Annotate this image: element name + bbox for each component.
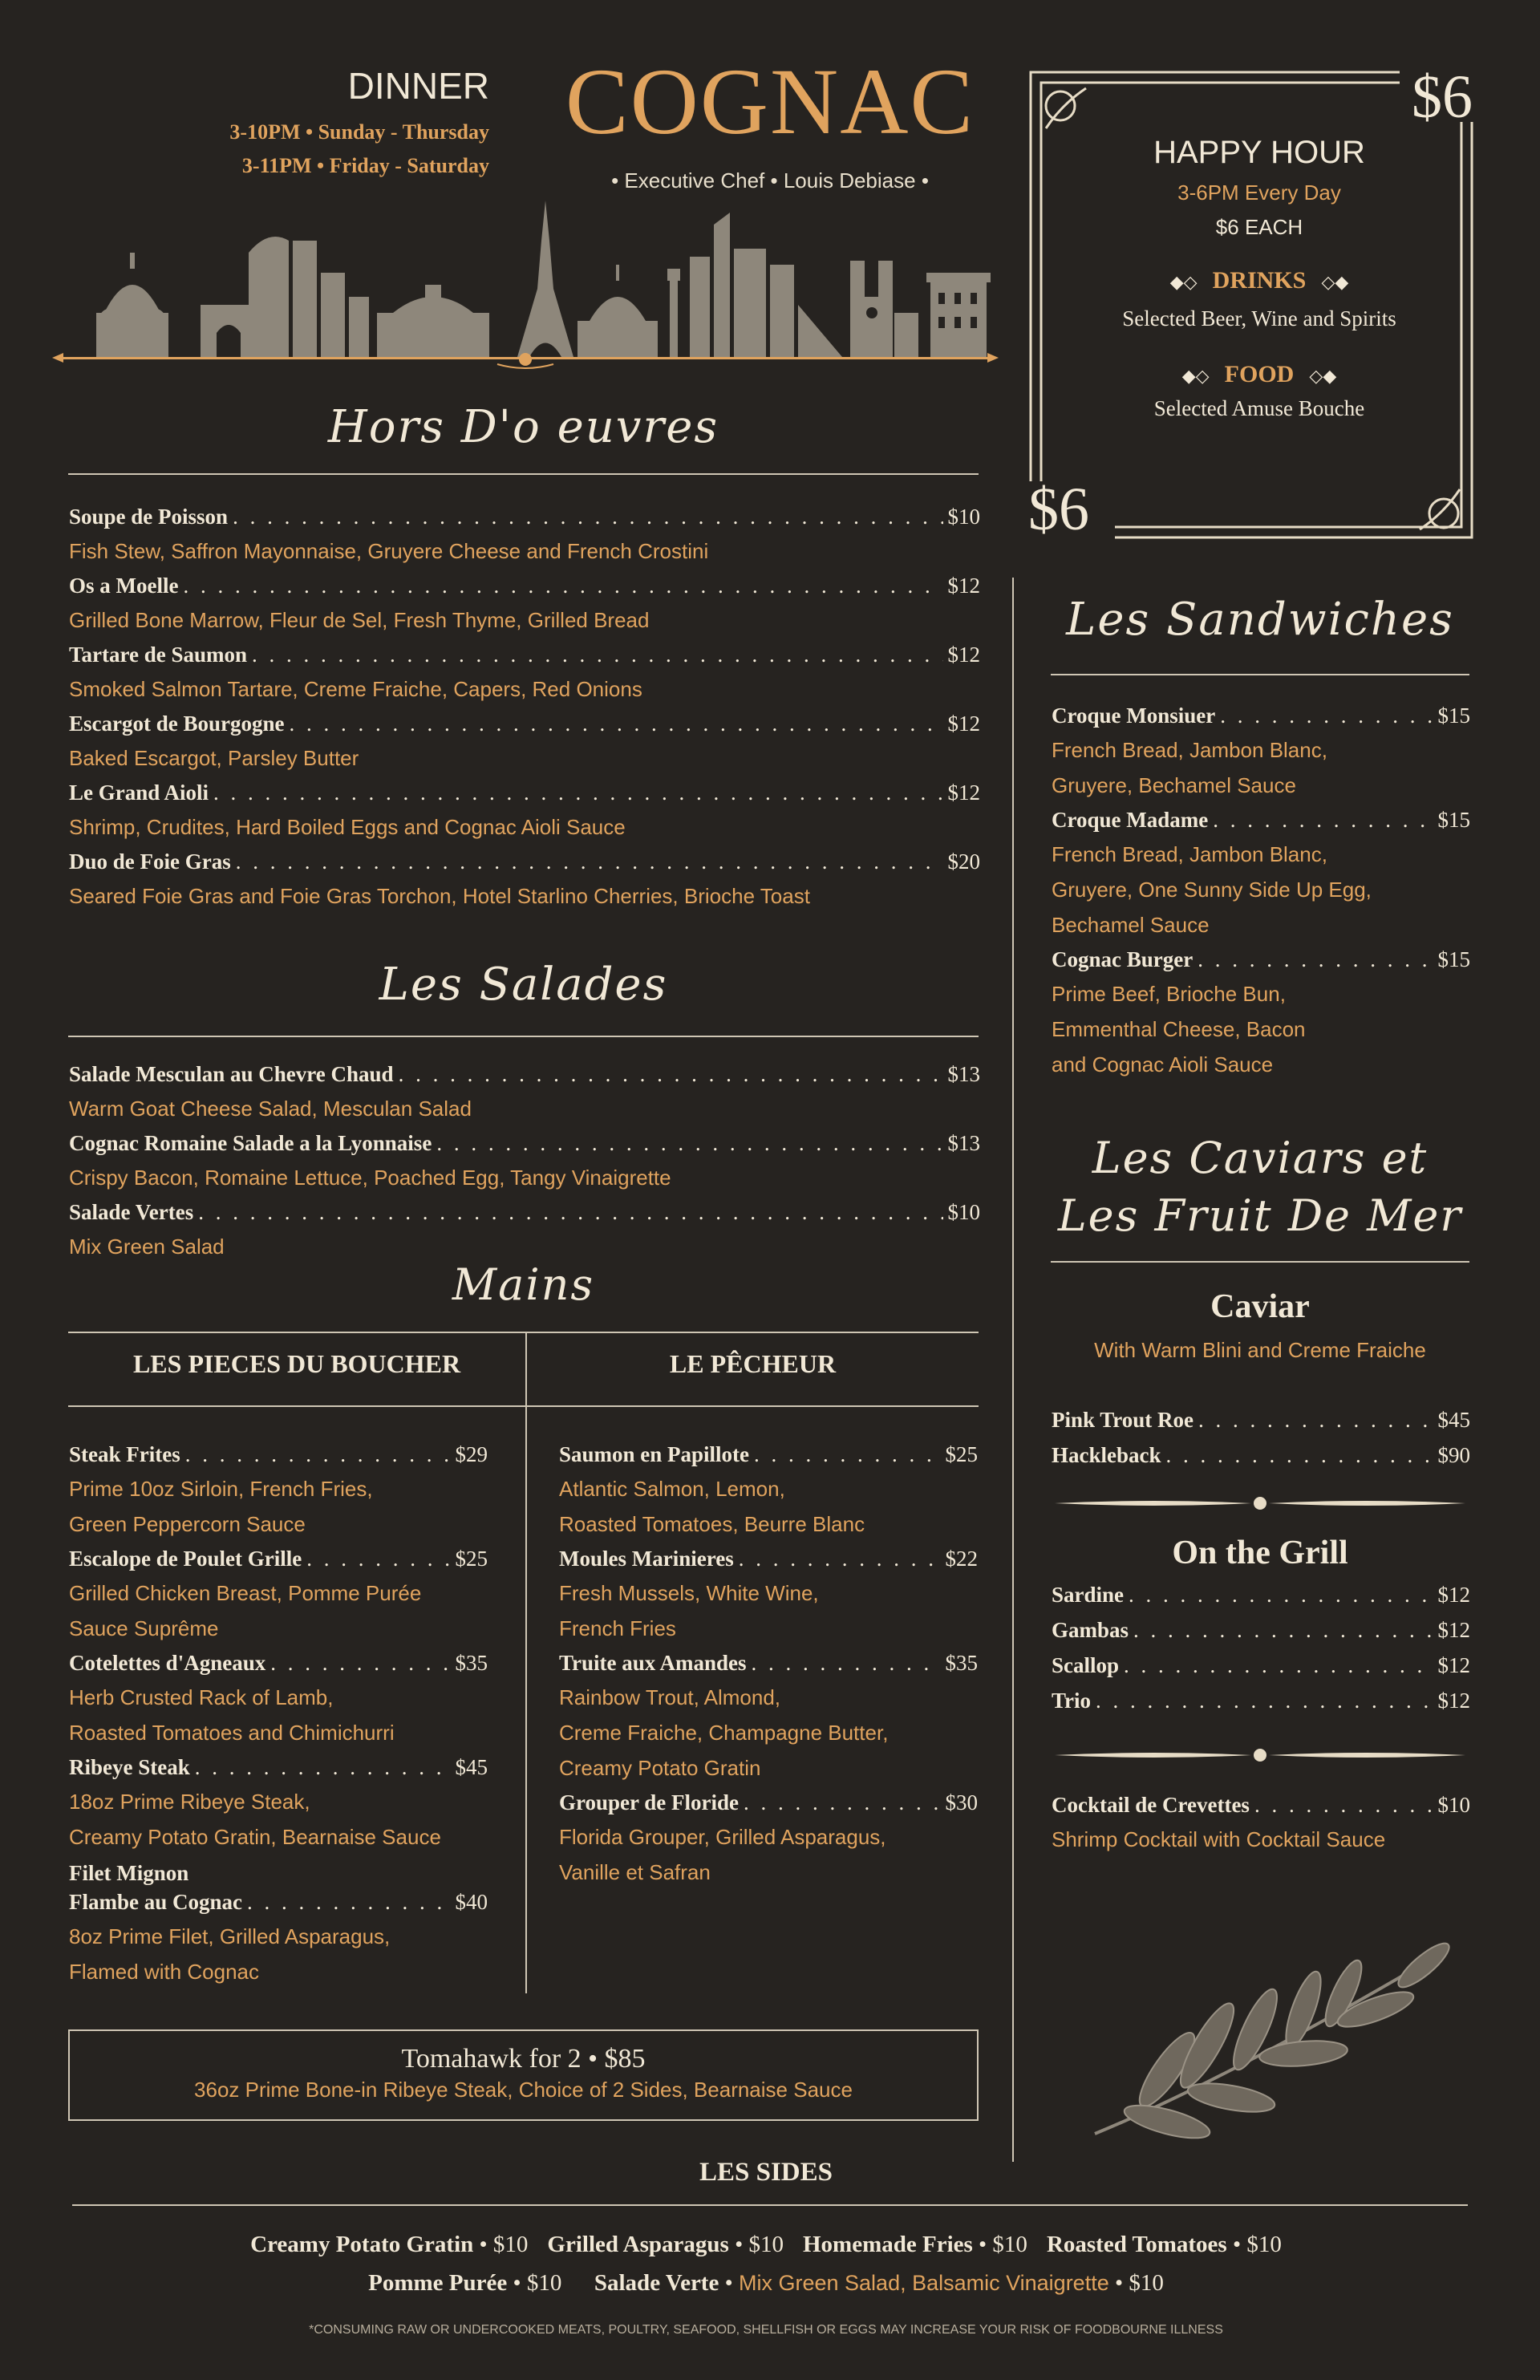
item-desc: Grilled Chicken Breast, Pomme Purée [69, 1581, 422, 1605]
item-name: Cognac Burger [1052, 947, 1194, 971]
item-name: Cocktail de Crevettes [1052, 1793, 1250, 1817]
tomahawk-desc: 36oz Prime Bone-in Ribeye Steak, Choice of 2 Sides, Bearnaise Sauce [194, 2078, 853, 2102]
menu-item [1052, 808, 1470, 837]
item-price: $35 [455, 1651, 488, 1675]
item-price: $25 [945, 1442, 978, 1466]
item-name: Trio [1052, 1689, 1091, 1713]
item-price: $90 [1437, 1443, 1470, 1467]
menu-item [1052, 1583, 1470, 1618]
item-name: Moules Marinieres [559, 1547, 734, 1571]
pecheur-heading: LE PÊCHEUR [669, 1349, 837, 1378]
item-name: Saumon en Papillote [559, 1442, 750, 1466]
sides-heading: LES SIDES [699, 2158, 833, 2187]
item-name: Steak Frites [69, 1442, 180, 1466]
menu-item [69, 780, 980, 809]
item-price: $20 [947, 849, 980, 874]
menu-item [1052, 1618, 1470, 1653]
item-desc: Fish Stew, Saffron Mayonnaise, Gruyere Cheese and French Crostini [69, 539, 709, 563]
item-price: $10 [947, 1200, 980, 1224]
item-desc: and Cognac Aioli Sauce [1052, 1052, 1274, 1076]
menu-item [559, 1547, 978, 1575]
item-name: Os a Moelle [69, 574, 179, 598]
divider [1051, 1261, 1469, 1263]
caviar-heading: Caviar [1210, 1288, 1310, 1325]
caviars-title-line2: Les Fruit De Mer [1057, 1190, 1463, 1241]
item-name: Truite aux Amandes [559, 1651, 747, 1675]
item-name: Ribeye Steak [69, 1755, 190, 1779]
cocktail-item [1052, 1793, 1470, 1857]
item-desc: Warm Goat Cheese Salad, Mesculan Salad [69, 1097, 472, 1121]
side-price: • $10 [513, 2270, 562, 2296]
happy-hour-time: 3-6PM Every Day [1177, 180, 1341, 205]
side-separator: • [724, 2270, 733, 2296]
page-column-divider [1012, 578, 1014, 2162]
item-price: $22 [945, 1547, 978, 1571]
boucher-list [69, 1442, 488, 1855]
menu-item [69, 643, 980, 671]
item-name: Cognac Romaine Salade a la Lyonnaise [69, 1131, 432, 1155]
hours-weekday: 3-10PM • Sunday - Thursday [229, 120, 489, 144]
item-name: Scallop [1052, 1653, 1120, 1677]
item-price: $13 [947, 1131, 980, 1155]
disclaimer: *CONSUMING RAW OR UNDERCOOKED MEATS, POULTRY, SEAFOOD, SHELLFISH OR EGGS MAY INCREASE YOUR RISK OF FOODBOURNE ILLNESS [309, 2323, 1223, 2337]
menu-item [559, 1651, 978, 1680]
menu-item [559, 1442, 978, 1471]
item-price: $15 [1437, 808, 1470, 832]
tomahawk-title: Tomahawk for 2 • $85 [401, 2044, 646, 2074]
salades-title: Les Salades [379, 959, 668, 1011]
item-name: Soupe de Poisson [69, 505, 229, 529]
mains-title: Mains [452, 1259, 595, 1310]
menu-item [69, 1131, 980, 1160]
item-name: Cotelettes d'Agneaux [69, 1651, 266, 1675]
item-name: Duo de Foie Gras [69, 849, 231, 874]
item-desc: French Bread, Jambon Blanc, [1052, 738, 1327, 762]
item-desc: Shrimp Cocktail with Cocktail Sauce [1052, 1827, 1386, 1851]
item-desc: Creamy Potato Gratin [559, 1756, 761, 1780]
item-price: $40 [455, 1890, 488, 1914]
item-price: $45 [1437, 1408, 1470, 1432]
diamond-left-icon: ◆◇ [1181, 367, 1210, 387]
item-price: $12 [1437, 1689, 1470, 1713]
menu-item [69, 849, 980, 878]
side-price: • $10 [735, 2232, 784, 2257]
menu-item [69, 1755, 488, 1784]
happy-hour-each: $6 EACH [1215, 215, 1303, 239]
item-name: Le Grand Aioli [69, 780, 209, 805]
boucher-heading: LES PIECES DU BOUCHER [132, 1349, 461, 1378]
item-name: Filet Mignon [69, 1861, 189, 1885]
item-desc: Grilled Bone Marrow, Fleur de Sel, Fresh Thyme, Grilled Bread [69, 608, 650, 632]
side-price: • $10 [1232, 2232, 1282, 2257]
hors-doeuvres-list [69, 505, 980, 914]
menu-item [1052, 1653, 1470, 1689]
item-desc: Fresh Mussels, White Wine, [559, 1581, 819, 1605]
pecheur-list [559, 1442, 978, 1890]
item-name: Flambe au Cognac [69, 1890, 242, 1914]
diamond-right-icon: ◇◆ [1309, 367, 1337, 387]
item-name: Croque Madame [1052, 808, 1209, 832]
divider [68, 1405, 979, 1407]
item-desc: French Bread, Jambon Blanc, [1052, 842, 1327, 866]
item-price: $12 [1437, 1653, 1470, 1677]
side-name: Creamy Potato Gratin [250, 2232, 474, 2257]
item-desc: Sauce Suprême [69, 1616, 219, 1640]
caviar-subtitle: With Warm Blini and Creme Fraiche [1094, 1338, 1426, 1362]
ornamental-divider-icon [1051, 1745, 1469, 1765]
item-price: $12 [947, 643, 980, 667]
food-desc: Selected Amuse Bouche [1153, 396, 1365, 420]
chef-line: • Executive Chef • Louis Debiase • [611, 168, 929, 193]
item-desc: Mix Green Salad [69, 1235, 225, 1259]
item-desc: 8oz Prime Filet, Grilled Asparagus, [69, 1924, 391, 1948]
menu-item [69, 1062, 980, 1091]
item-price: $15 [1437, 703, 1470, 728]
sides-row-2 [68, 2270, 1464, 2297]
item-price: $10 [947, 505, 980, 529]
item-desc: Rainbow Trout, Almond, [559, 1685, 781, 1709]
drinks-desc: Selected Beer, Wine and Spirits [1122, 306, 1396, 330]
grill-list [1052, 1583, 1470, 1724]
item-desc: French Fries [559, 1616, 676, 1640]
happy-hour-price-top: $6 [1412, 63, 1473, 131]
olive-branch-icon [1071, 1933, 1464, 2158]
menu-item [1052, 1408, 1470, 1443]
item-name: Escalope de Poulet Grille [69, 1547, 302, 1571]
item-desc: 18oz Prime Ribeye Steak, [69, 1790, 310, 1814]
item-desc: Roasted Tomatoes, Beurre Blanc [559, 1512, 865, 1536]
hors-doeuvres-title: Hors D'o euvres [327, 401, 719, 453]
item-desc: Vanille et Safran [559, 1860, 711, 1884]
menu-item [69, 505, 980, 533]
divider [72, 2204, 1468, 2206]
caviars-title-line1: Les Caviars et [1092, 1133, 1429, 1183]
menu-item [69, 1547, 488, 1575]
item-desc: Baked Escargot, Parsley Butter [69, 746, 359, 770]
drinks-heading [1059, 267, 1460, 294]
item-name: Pink Trout Roe [1052, 1408, 1194, 1432]
item-desc: Atlantic Salmon, Lemon, [559, 1477, 785, 1501]
happy-hour-title: HAPPY HOUR [1153, 135, 1365, 170]
side-name: Roasted Tomatoes [1046, 2232, 1227, 2257]
item-name: Gambas [1052, 1618, 1129, 1642]
item-desc: Emmenthal Cheese, Bacon [1052, 1017, 1306, 1041]
item-name: Tartare de Saumon [69, 643, 248, 667]
side-desc: Mix Green Salad, Balsamic Vinaigrette [739, 2271, 1109, 2295]
item-desc: Shrimp, Crudites, Hard Boiled Eggs and Cognac Aioli Sauce [69, 815, 626, 839]
item-price: $12 [947, 780, 980, 805]
menu-item [69, 1200, 980, 1229]
caviar-list [1052, 1408, 1470, 1478]
item-desc: Prime 10oz Sirloin, French Fries, [69, 1477, 373, 1501]
menu-item [559, 1790, 978, 1819]
item-desc: Gruyere, One Sunny Side Up Egg, [1052, 878, 1372, 902]
item-desc: Creme Fraiche, Champagne Butter, [559, 1721, 889, 1745]
item-name: Grouper de Floride [559, 1790, 739, 1814]
item-price: $12 [1437, 1618, 1470, 1642]
item-desc: Seared Foie Gras and Foie Gras Torchon, Hotel Starlino Cherries, Brioche Toast [69, 884, 810, 908]
divider [68, 473, 979, 475]
sandwiches-list [1052, 703, 1470, 1082]
item-name: Croque Monsiuer [1052, 703, 1216, 728]
item-desc: Prime Beef, Brioche Bun, [1052, 982, 1286, 1006]
item-price: $35 [945, 1651, 978, 1675]
item-price: $12 [1437, 1583, 1470, 1607]
item-desc: Smoked Salmon Tartare, Creme Fraiche, Capers, Red Onions [69, 677, 642, 701]
grill-heading: On the Grill [1172, 1535, 1348, 1571]
divider [1051, 674, 1469, 675]
divider [68, 1036, 979, 1037]
item-desc: Crispy Bacon, Romaine Lettuce, Poached Egg, Tangy Vinaigrette [69, 1166, 671, 1190]
item-name: Salade Mesculan au Chevre Chaud [69, 1062, 394, 1086]
filet-mignon-item [69, 1861, 488, 1989]
menu-item [69, 1651, 488, 1680]
item-price: $30 [945, 1790, 978, 1814]
diamond-left-icon: ◆◇ [1169, 273, 1198, 293]
side-name: Pomme Purée [368, 2270, 508, 2296]
sides-row-1 [68, 2232, 1464, 2258]
side-name: Homemade Fries [802, 2232, 973, 2257]
item-desc: Flamed with Cognac [69, 1960, 259, 1984]
item-desc: Florida Grouper, Grilled Asparagus, [559, 1825, 886, 1849]
side-price: • $10 [1114, 2270, 1164, 2296]
menu-item [69, 712, 980, 740]
paris-skyline-illustration [48, 193, 1003, 369]
item-desc: Herb Crusted Rack of Lamb, [69, 1685, 334, 1709]
column-divider [525, 1332, 527, 1993]
menu-item [1052, 1689, 1470, 1724]
side-name: Salade Verte [594, 2270, 719, 2296]
item-name: Salade Vertes [69, 1200, 194, 1224]
diamond-right-icon: ◇◆ [1321, 273, 1349, 293]
item-name: Sardine [1052, 1583, 1125, 1607]
item-price: $45 [455, 1755, 488, 1779]
side-price: • $10 [979, 2232, 1027, 2257]
item-desc: Roasted Tomatoes and Chimichurri [69, 1721, 395, 1745]
item-desc: Creamy Potato Gratin, Bearnaise Sauce [69, 1825, 441, 1849]
food-label: FOOD [1224, 361, 1295, 387]
item-desc: Green Peppercorn Sauce [69, 1512, 306, 1536]
drinks-label: DRINKS [1212, 267, 1307, 294]
menu-item [1052, 947, 1470, 976]
item-desc: Gruyere, Bechamel Sauce [1052, 773, 1296, 797]
menu-item [1052, 1443, 1470, 1478]
restaurant-name: COGNAC [565, 49, 975, 154]
item-price: $12 [947, 712, 980, 736]
item-name: Hackleback [1052, 1443, 1161, 1467]
item-price: $12 [947, 574, 980, 598]
item-name: Escargot de Bourgogne [69, 712, 285, 736]
item-price: $13 [947, 1062, 980, 1086]
menu-item [69, 574, 980, 602]
food-heading [1059, 361, 1460, 388]
salades-list [69, 1062, 980, 1264]
tomahawk-box [68, 2029, 979, 2121]
side-name: Grilled Asparagus [547, 2232, 729, 2257]
happy-hour-price-bottom: $6 [1028, 476, 1089, 543]
ornamental-divider-icon [1051, 1494, 1469, 1513]
item-desc: Bechamel Sauce [1052, 913, 1210, 937]
side-price: • $10 [479, 2232, 529, 2257]
menu-item [1052, 703, 1470, 732]
item-price: $15 [1437, 947, 1470, 971]
item-price: $10 [1437, 1793, 1470, 1817]
item-price: $25 [455, 1547, 488, 1571]
sandwiches-title: Les Sandwiches [1066, 594, 1454, 646]
dinner-label: DINNER [347, 65, 489, 107]
hours-weekend: 3-11PM • Friday - Saturday [241, 154, 489, 177]
divider [68, 1332, 979, 1333]
menu-item [69, 1442, 488, 1471]
item-price: $29 [455, 1442, 488, 1466]
